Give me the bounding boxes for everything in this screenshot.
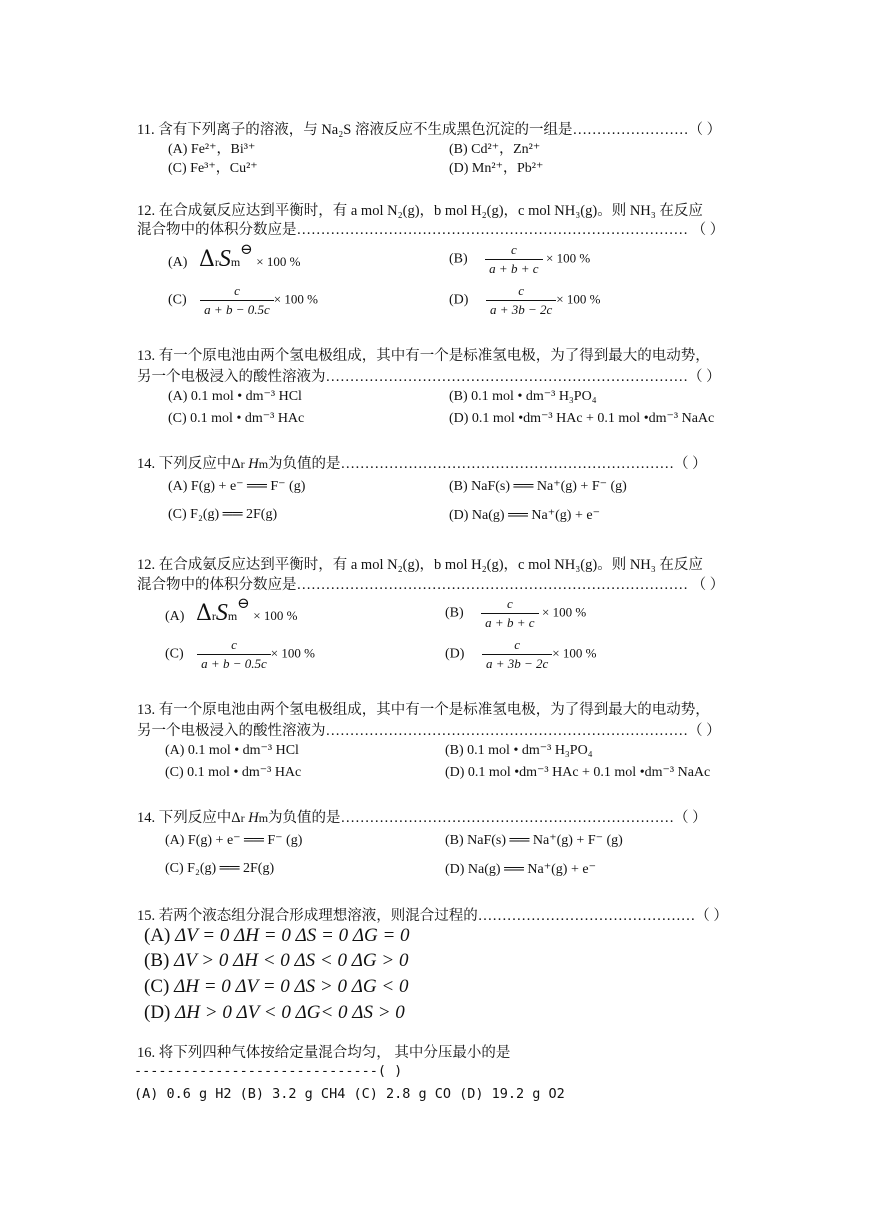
q12b-option-d: (D) $\frac{c}{a + 3b - 2c}$ × 100 % xyxy=(445,637,597,671)
standard-state-icon: ⊖ xyxy=(237,596,250,612)
q12b-option-b: (B) $\frac{c}{a + b + c}$ × 100 % xyxy=(445,596,587,630)
q14a-option-c: (C) F₂(g) ══ 2F(g) xyxy=(168,507,278,522)
q11-option-a: (A) Fe²⁺，Bi³⁺ xyxy=(168,142,256,157)
q14b-option-b: (B) NaF(s) ══ Na⁺(g) + F⁻ (g) xyxy=(445,833,623,848)
q13a-option-c: (C) 0.1 mol • dm⁻³ HAc xyxy=(168,411,305,426)
q13b-option-b: (B) 0.1 mol • dm⁻³ H₃PO₄ xyxy=(445,743,593,758)
q15-row-a: (A) ΔV = 0 ΔH = 0 ΔS = 0 ΔG = 0 xyxy=(144,925,410,946)
q14b-option-c: (C) F₂(g) ══ 2F(g) xyxy=(165,861,275,876)
q12b-option-a: (A) ΔrSm⊖ × 100 % xyxy=(165,596,298,626)
q11-option-b: (B) Cd²⁺，Zn²⁺ xyxy=(449,142,541,157)
q16-stem: 16. 将下列四种气体按给定量混合均匀， 其中分压最小的是 xyxy=(137,1045,511,1061)
q13b-line2: 另一个电极浸入的酸性溶液为…………………………………………………………………（ ） xyxy=(137,723,721,739)
q12b-line1: 12. 在合成氨反应达到平衡时，有 a mol N₂(g)，b mol H₂(g)，c mol NH₃(g)。则 NH₃ 在反应 xyxy=(137,557,703,573)
q13a-line2: 另一个电极浸入的酸性溶液为…………………………………………………………………（ ） xyxy=(137,369,721,385)
q15-row-c: (C) ΔH = 0 ΔV = 0 ΔS > 0 ΔG < 0 xyxy=(144,976,409,997)
q12a-line1: 12. 在合成氨反应达到平衡时，有 a mol N₂(g)，b mol H₂(g)，c mol NH₃(g)。则 NH₃ 在反应 xyxy=(137,203,703,219)
q12b-line2: 混合物中的体积分数应是……………………………………………………………………… （ ） xyxy=(137,577,725,593)
q13a-option-a: (A) 0.1 mol • dm⁻³ HCl xyxy=(168,389,302,404)
q13a-option-d: (D) 0.1 mol •dm⁻³ HAc + 0.1 mol •dm⁻³ NaAc xyxy=(449,411,715,426)
q16-dashes: ------------------------------( ) xyxy=(134,1063,403,1079)
q13b-option-c: (C) 0.1 mol • dm⁻³ HAc xyxy=(165,765,302,780)
q13b-option-a: (A) 0.1 mol • dm⁻³ HCl xyxy=(165,743,299,758)
q14b-stem: 14. 下列反应中Δr Hm为负值的是……………………………………………………………（ ） xyxy=(137,810,707,826)
q11-option-c: (C) Fe³⁺，Cu²⁺ xyxy=(168,161,258,176)
q14b-option-a: (A) F(g) + e⁻ ══ F⁻ (g) xyxy=(165,833,303,848)
q13a-option-b: (B) 0.1 mol • dm⁻³ H₃PO₄ xyxy=(449,389,597,404)
q13a-line1: 13. 有一个原电池由两个氢电极组成，其中有一个是标准氢电极，为了得到最大的电动势， xyxy=(137,348,710,364)
q13b-option-d: (D) 0.1 mol •dm⁻³ HAc + 0.1 mol •dm⁻³ NaAc xyxy=(445,765,711,780)
standard-state-icon: ⊖ xyxy=(240,242,253,258)
q14a-stem: 14. 下列反应中Δr Hm为负值的是……………………………………………………………（ ） xyxy=(137,456,707,472)
q11-stem: 11. 含有下列离子的溶液，与 Na₂S 溶液反应不生成黑色沉淀的一组是……………………（ ） xyxy=(137,122,722,138)
q12a-option-d: (D) $\frac{c}{a + 3b - 2c}$ × 100 % xyxy=(449,283,601,317)
q12a-line2: 混合物中的体积分数应是……………………………………………………………………… （ ） xyxy=(137,222,725,238)
q12a-option-a: (A) ΔrSm⊖ × 100 % xyxy=(168,242,301,272)
q15-row-d: (D) ΔH > 0 ΔV < 0 ΔG< 0 ΔS > 0 xyxy=(144,1002,405,1023)
q14a-option-d: (D) Na(g) ══ Na⁺(g) + e⁻ xyxy=(449,508,600,523)
q13b-line1: 13. 有一个原电池由两个氢电极组成，其中有一个是标准氢电极，为了得到最大的电动势， xyxy=(137,702,710,718)
q14a-option-b: (B) NaF(s) ══ Na⁺(g) + F⁻ (g) xyxy=(449,479,627,494)
q14a-option-a: (A) F(g) + e⁻ ══ F⁻ (g) xyxy=(168,479,306,494)
q12b-option-c: (C) $\frac{c}{a + b - 0.5c}$ × 100 % xyxy=(165,637,315,671)
q14b-option-d: (D) Na(g) ══ Na⁺(g) + e⁻ xyxy=(445,862,596,877)
q11-option-d: (D) Mn²⁺，Pb²⁺ xyxy=(449,161,544,176)
q12a-option-b: (B) $\frac{c}{a + b + c}$ × 100 % xyxy=(449,242,591,276)
q15-row-b: (B) ΔV > 0 ΔH < 0 ΔS < 0 ΔG > 0 xyxy=(144,950,409,971)
q12a-option-c: (C) $\frac{c}{a + b - 0.5c}$ × 100 % xyxy=(168,283,318,317)
q15-stem: 15. 若两个液态组分混合形成理想溶液，则混合过程的………………………………………（ ） xyxy=(137,908,728,924)
q16-options: (A) 0.6 g H2 (B) 3.2 g CH4 (C) 2.8 g CO (D) 19.2 g O2 xyxy=(134,1086,565,1102)
